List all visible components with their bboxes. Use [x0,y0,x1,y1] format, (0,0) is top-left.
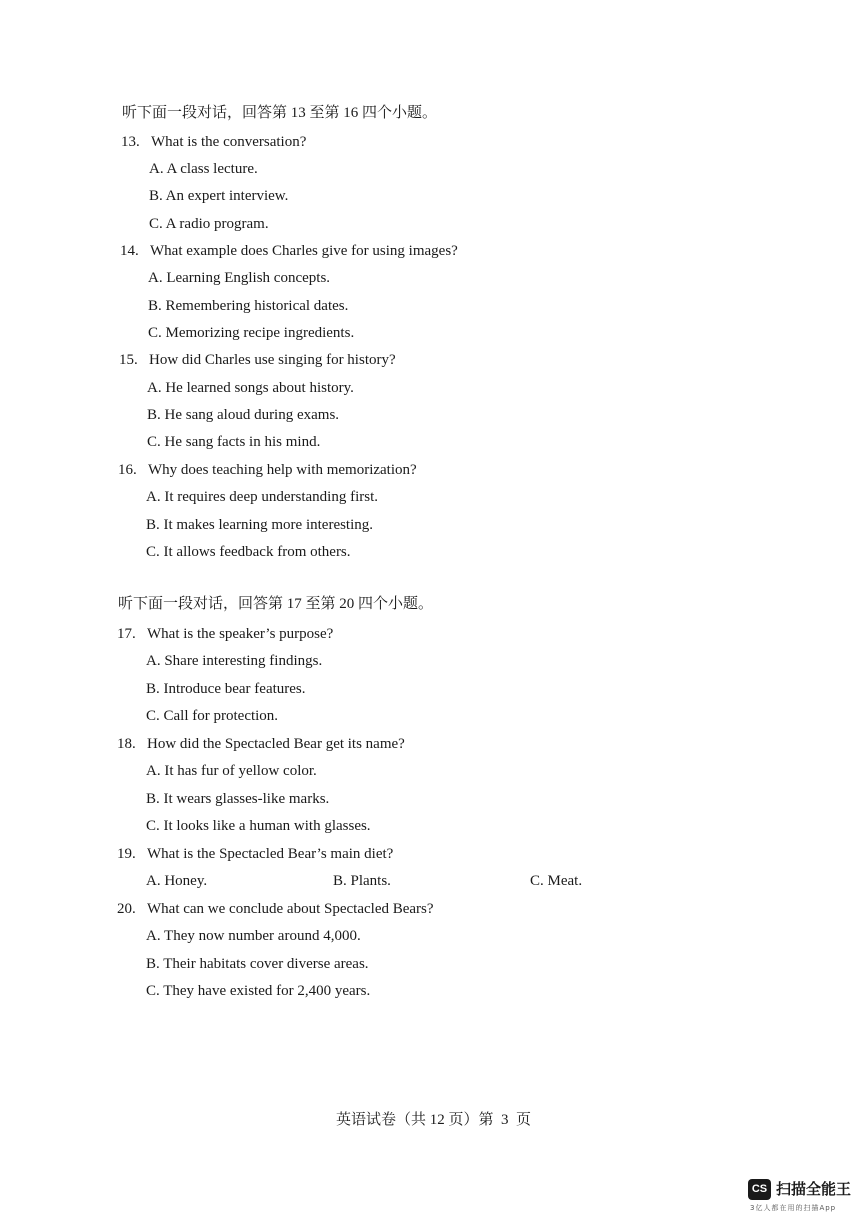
question-number: 18. [117,736,136,752]
option: A. Honey. [146,873,208,889]
question-number: 14. [120,243,139,259]
question-14 [120,241,458,261]
question-text: How did the Spectacled Bear get its name? [147,736,405,752]
question-18 [117,734,405,754]
option: A. It has fur of yellow color. [146,763,317,779]
question-text: What can we conclude about Spectacled Bears? [147,901,434,917]
question-text: What is the conversation? [151,134,307,150]
option: B. He sang aloud during exams. [147,407,340,423]
question-text: What is the Spectacled Bear’s main diet? [147,846,394,862]
option: C. A radio program. [149,216,269,232]
option: B. Their habitats cover diverse areas. [146,956,369,972]
option: C. It allows feedback from others. [146,544,351,560]
question-text: How did Charles use singing for history? [149,352,396,368]
option: C. Call for protection. [146,708,279,724]
page-footer [0,1110,867,1130]
option: B. Remembering historical dates. [148,298,349,314]
question-19 [117,844,393,864]
question-number: 15. [119,352,138,368]
option: A. It requires deep understanding first. [146,489,379,505]
option: C. It looks like a human with glasses. [146,818,371,834]
option: C. Meat. [530,873,583,889]
question-number: 17. [117,626,136,642]
option: C. He sang facts in his mind. [147,434,321,450]
page-footer-text: 英语试卷（共 12 页）第 3 页 [335,1112,531,1128]
question-text: What is the speaker’s purpose? [147,626,334,642]
question-13 [121,132,306,152]
option: A. Share interesting findings. [146,653,323,669]
section-instruction: 听下面一段对话，回答第 17 至第 20 四个小题。 [118,596,434,612]
watermark-app-name: 扫描全能王 [776,1180,852,1198]
question-20 [117,899,434,919]
question-15 [119,350,396,370]
option: A. A class lecture. [149,161,258,177]
option: C. They have existed for 2,400 years. [146,983,371,999]
question-17 [117,624,333,644]
question-number: 20. [117,901,136,917]
watermark-tagline: 3亿人都在用的扫描App [750,1204,837,1212]
option: A. Learning English concepts. [148,270,331,286]
option: A. They now number around 4,000. [146,928,361,944]
option: C. Memorizing recipe ingredients. [148,325,355,341]
question-16 [118,460,417,480]
option: A. He learned songs about history. [147,380,354,396]
option: B. Introduce bear features. [146,681,306,697]
question-number: 13. [121,134,140,150]
question-number: 16. [118,462,137,478]
option: B. Plants. [333,873,391,889]
camscanner-logo-icon: CS [748,1179,771,1200]
question-text: What example does Charles give for using images? [150,243,458,259]
option: B. It wears glasses-like marks. [146,791,330,807]
question-text: Why does teaching help with memorization? [148,462,417,478]
option: B. It makes learning more interesting. [146,517,374,533]
option: B. An expert interview. [149,188,289,204]
question-number: 19. [117,846,136,862]
section-instruction: 听下面一段对话，回答第 13 至第 16 四个小题。 [122,105,438,121]
